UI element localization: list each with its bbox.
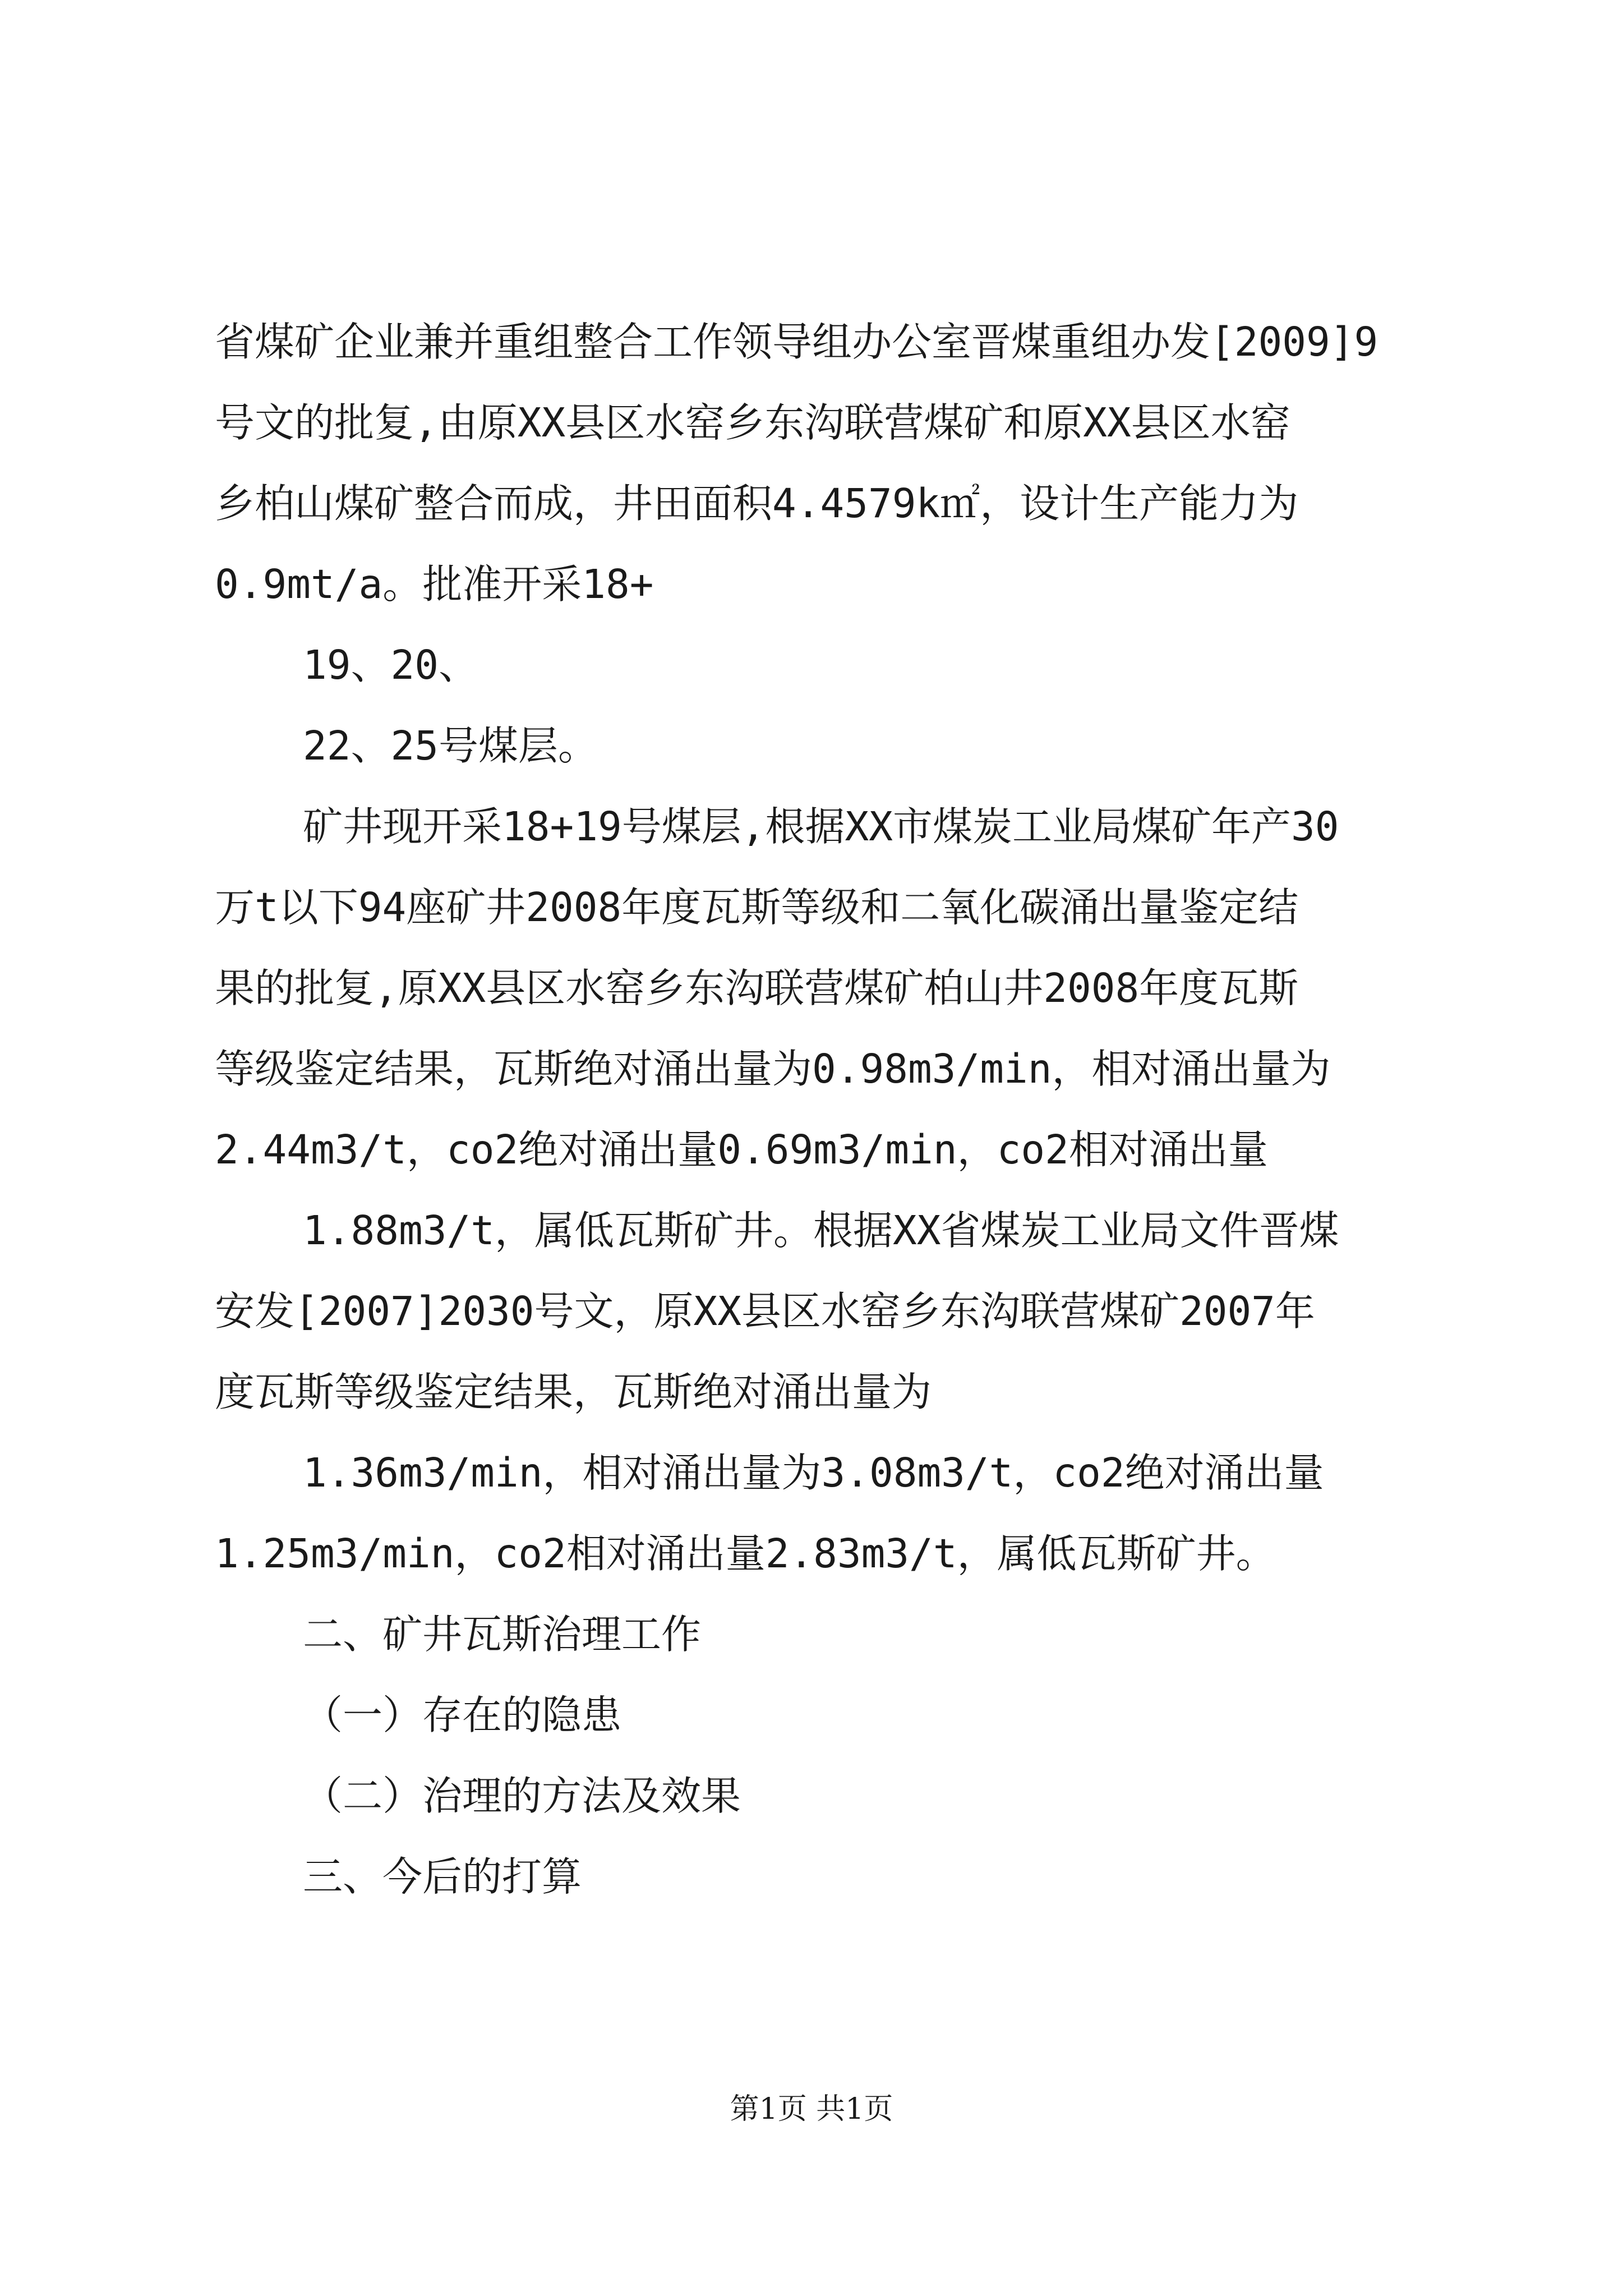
body-line: 0.9mt/a。批准开采18+ xyxy=(215,561,654,608)
paragraph-start-line: 1.88m3/t，属低瓦斯矿井。根据XX省煤炭工业局文件晋煤 xyxy=(303,1207,1339,1254)
body-line: 度瓦斯等级鉴定结果，瓦斯绝对涌出量为 xyxy=(215,1369,932,1415)
body-line: 乡柏山煤矿整合而成，井田面积4.4579k㎡，设计生产能力为 xyxy=(215,480,1299,527)
section-heading: 三、今后的打算 xyxy=(303,1853,582,1900)
page-number-footer: 第1页 共1页 xyxy=(730,2092,893,2126)
subsection-heading: （二）治理的方法及效果 xyxy=(303,1773,741,1819)
body-line: 万t以下94座矿井2008年度瓦斯等级和二氧化碳涌出量鉴定结 xyxy=(215,884,1299,931)
subsection-heading: （一）存在的隐患 xyxy=(303,1692,622,1738)
body-line: 安发[2007]2030号文，原XX县区水窑乡东沟联营煤矿2007年 xyxy=(215,1288,1315,1335)
body-line: 1.25m3/min，co2相对涌出量2.83m3/t，属低瓦斯矿井。 xyxy=(215,1530,1276,1577)
body-line: 号文的批复,由原XX县区水窑乡东沟联营煤矿和原XX县区水窑 xyxy=(215,399,1290,446)
paragraph-start-line: 1.36m3/min，相对涌出量为3.08m3/t，co2绝对涌出量 xyxy=(303,1450,1324,1496)
body-line: 19、20、 xyxy=(303,642,478,688)
body-line: 省煤矿企业兼并重组整合工作领导组办公室晋煤重组办发[2009]9 xyxy=(215,319,1378,365)
body-line: 2.44m3/t，co2绝对涌出量0.69m3/min，co2相对涌出量 xyxy=(215,1126,1268,1173)
body-line: 22、25号煤层。 xyxy=(303,723,598,769)
section-heading: 二、矿井瓦斯治理工作 xyxy=(303,1611,702,1658)
body-line: 等级鉴定结果，瓦斯绝对涌出量为0.98m3/min，相对涌出量为 xyxy=(215,1046,1331,1092)
body-line: 果的批复,原XX县区水窑乡东沟联营煤矿柏山井2008年度瓦斯 xyxy=(215,965,1299,1011)
paragraph-start-line: 矿井现开采18+19号煤层,根据XX市煤炭工业局煤矿年产30 xyxy=(303,803,1339,850)
